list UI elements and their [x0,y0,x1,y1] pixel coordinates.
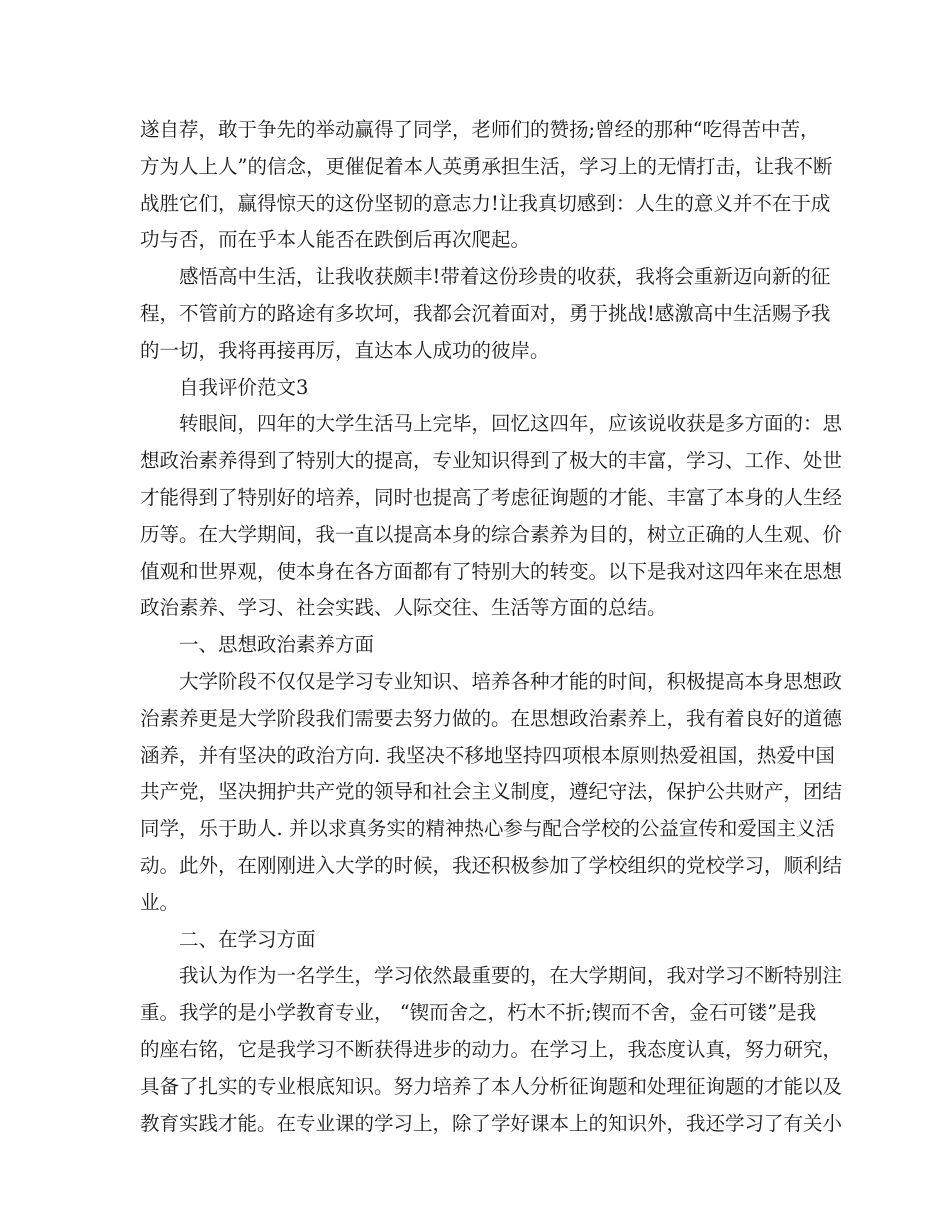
text-line: 大学阶段不仅仅是学习专业知识、培养各种才能的时间，积极提高本身思想政 [179,669,843,693]
text-line: 历等。在大学期间，我一直以提高本身的综合素养为目的，树立正确的人生观、价 [140,522,843,546]
text-line: 教育实践才能。在专业课的学习上，除了学好课本上的知识外，我还学习了有关小 [140,1111,843,1135]
text-line: 我认为作为一名学生，学习依然最重要的，在大学期间，我对学习不断特别注 [179,964,843,988]
text-line: 想政治素养得到了特别大的提高，专业知识得到了极大的丰富，学习、工作、处世 [140,449,843,473]
text-line: 的一切，我将再接再厉，直达本人成功的彼岸。 [140,338,550,362]
text-line: 政治素养、学习、社会实践、人际交往、生活等方面的总结。 [140,596,667,620]
text-line: 遂自荐，敢于争先的举动赢得了同学，老师们的赞扬;曾经的那种“吃得苦中苦， [140,118,820,141]
text-line: 共产党，坚决拥护共产党的领导和社会主义制度，遵纪守法，保护公共财产，团结 [140,780,843,804]
text-line: 才能得到了特别好的培养，同时也提高了考虑征询题的才能、丰富了本身的人生经 [140,485,843,509]
section-heading: 一、思想政治素养方面 [179,633,375,657]
text-line: 感悟高中生活，让我收获颇丰!带着这份珍贵的收获，我将会重新迈向新的征 [179,265,831,289]
text-line: 值观和世界观，使本身在各方面都有了特别大的转变。以下是我对这四年来在思想 [140,559,843,583]
text-line: 具备了扎实的专业根底知识。努力培养了本人分析征询题和处理征询题的才能以及 [140,1074,843,1098]
section-heading: 二、在学习方面 [179,927,316,951]
text-line: 转眼间，四年的大学生活马上完毕，回忆这四年，应该说收获是多方面的：思 [179,412,843,436]
text-line: 同学，乐于助人. 并以求真务实的精神热心参与配合学校的公益宣传和爱国主义活 [140,817,835,841]
text-line: 涵养，并有坚决的政治方向. 我坚决不移地坚持四项根本原则热爱祖国，热爱中国 [140,743,835,767]
text-line: 方为人上人”的信念，更催促着本人英勇承担生活，学习上的无情打击，让我不断 [140,154,833,178]
section-heading: 自我评价范文3 [179,375,309,399]
text-line: 的座右铭，它是我学习不断获得进步的动力。在学习上，我态度认真，努力研究， [140,1037,843,1061]
document-page [140,112,843,1142]
text-line: 功与否，而在乎本人能否在跌倒后再次爬起。 [140,228,531,252]
text-line: 治素养更是大学阶段我们需要去努力做的。在思想政治素养上，我有着良好的道德 [140,706,843,730]
text-line: 战胜它们，赢得惊天的这份坚韧的意志力!让我真切感到：人生的意义并不在于成 [140,191,831,215]
text-line: 重。我学的是小学教育专业， “锲而舍之，朽木不折;锲而不舍，金石可镂”是我 [140,1001,817,1025]
text-line: 动。此外，在刚刚进入大学的时候，我还积极参加了学校组织的党校学习，顺利结 [140,853,843,877]
text-line: 业。 [140,890,180,914]
text-line: 程，不管前方的路途有多坎坷，我都会沉着面对，勇于挑战!感激高中生活赐予我 [140,301,831,325]
